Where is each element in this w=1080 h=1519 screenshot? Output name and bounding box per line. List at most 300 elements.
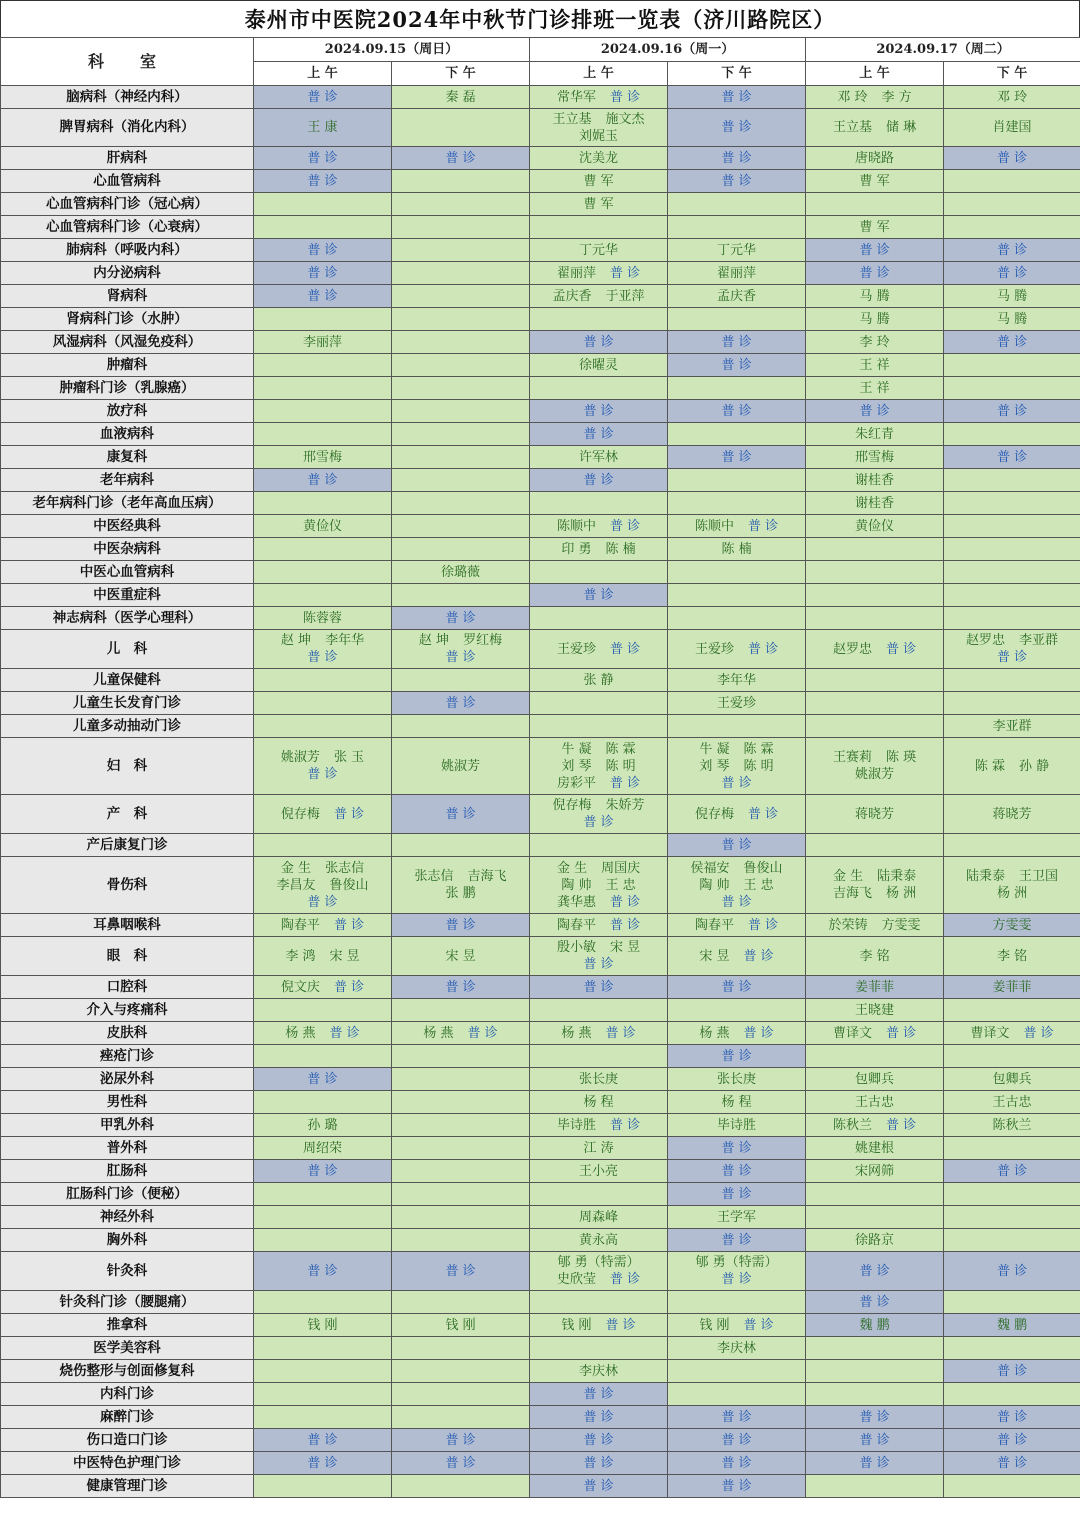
- doctor-entry: 钱 刚: [307, 1317, 338, 1333]
- doctor-entry: 普 诊: [609, 1117, 641, 1133]
- schedule-cell-0915-pm: [392, 976, 530, 999]
- schedule-cell-0915-am: [254, 1314, 392, 1337]
- schedule-cell-0915-pm: [392, 1314, 530, 1337]
- schedule-cell-0917-pm: [944, 354, 1080, 377]
- doctor-entry: 王 忠: [743, 877, 774, 893]
- doctor-entry: 普 诊: [721, 1186, 752, 1202]
- doctor-entry: 吉海飞: [467, 869, 507, 884]
- cell-line: [530, 1094, 667, 1111]
- cell-line: [392, 649, 529, 666]
- cell-line: [944, 334, 1080, 351]
- cell-line: [392, 758, 529, 775]
- doctor-entry: 房彩平: [556, 775, 596, 791]
- schedule-cell-0917-am: [806, 147, 944, 170]
- schedule-cell-0917-pm: [944, 492, 1080, 515]
- doctor-entry: 朱娇芳: [605, 798, 645, 813]
- doctor-entry: 金 生: [556, 860, 588, 876]
- doctor-entry: 宋网筛: [855, 1163, 895, 1179]
- doctor-entry: 钱 刚: [445, 1317, 476, 1333]
- cell-line: [530, 472, 667, 489]
- schedule-cell-0915-pm: [392, 914, 530, 937]
- doctor-entry: 普 诊: [885, 1117, 917, 1133]
- schedule-cell-0917-pm: [944, 1337, 1080, 1360]
- table-row: [1, 1091, 1080, 1114]
- doctor-entry: 倪存梅: [552, 798, 592, 813]
- cell-line: [530, 1455, 667, 1472]
- doctor-entry: 普 诊: [721, 89, 752, 105]
- schedule-cell-0917-am: [806, 1114, 944, 1137]
- schedule-cell-0915-am: [254, 669, 392, 692]
- schedule-cell-0917-pm: [944, 170, 1080, 193]
- schedule-cell-0915-am: [254, 1229, 392, 1252]
- schedule-cell-0916-pm: [668, 1022, 806, 1045]
- dept-name: 中医心血管病科: [1, 561, 254, 584]
- dept-name: 风湿病科（风湿免疫科）: [1, 331, 254, 354]
- schedule-cell-0915-am: [254, 857, 392, 914]
- table-row: [1, 715, 1080, 738]
- cell-line: [254, 472, 391, 489]
- cell-line: [392, 695, 529, 712]
- schedule-cell-0916-am: [530, 630, 668, 669]
- doctor-entry: 周国庆: [601, 860, 641, 876]
- cell-line: [668, 173, 805, 190]
- dept-name: 儿童多动抽动门诊: [1, 715, 254, 738]
- schedule-cell-0916-pm: [668, 561, 806, 584]
- schedule-cell-0915-am: [254, 492, 392, 515]
- schedule-cell-0915-pm: [392, 1183, 530, 1206]
- doctor-entry: 王小亮: [579, 1163, 619, 1179]
- doctor-entry: 普 诊: [583, 1455, 614, 1471]
- table-row: [1, 669, 1080, 692]
- dept-name: 针灸科门诊（腰腿痛）: [1, 1291, 254, 1314]
- doctor-entry: 沈美龙: [579, 150, 619, 166]
- schedule-cell-0915-pm: [392, 834, 530, 857]
- doctor-entry: 姚建根: [855, 1140, 895, 1156]
- doctor-entry: 普 诊: [721, 1163, 752, 1179]
- cell-line: [806, 219, 943, 236]
- cell-line: [806, 1094, 943, 1111]
- doctor-entry: 普 诊: [333, 806, 365, 822]
- schedule-cell-0916-am: [530, 1429, 668, 1452]
- schedule-cell-0916-am: [530, 1045, 668, 1068]
- schedule-cell-0917-pm: [944, 446, 1080, 469]
- doctor-entry: 王古忠: [855, 1094, 895, 1110]
- doctor-entry: 普 诊: [721, 1409, 752, 1425]
- doctor-entry: 王卫国: [1019, 869, 1059, 884]
- schedule-cell-0917-am: [806, 193, 944, 216]
- schedule-cell-0917-pm: [944, 400, 1080, 423]
- doctor-entry: 王 祥: [859, 357, 890, 373]
- doctor-entry: 普 诊: [859, 1432, 890, 1448]
- cell-line: [530, 1232, 667, 1249]
- doctor-entry: 李亚群: [992, 718, 1032, 734]
- table-row: [1, 216, 1080, 239]
- cell-line: [806, 1294, 943, 1311]
- schedule-cell-0915-am: [254, 914, 392, 937]
- table-row: [1, 423, 1080, 446]
- schedule-cell-0915-am: [254, 738, 392, 795]
- cell-line: [254, 806, 391, 823]
- cell-line: [944, 1317, 1080, 1334]
- doctor-entry: 丁元华: [717, 242, 757, 258]
- cell-line: [668, 672, 805, 689]
- dept-name: 脑病科（神经内科）: [1, 86, 254, 109]
- dept-name: 儿童生长发育门诊: [1, 692, 254, 715]
- date-header-0916: 2024.09.16（周一）: [530, 38, 806, 62]
- doctor-entry: 普 诊: [747, 518, 779, 534]
- doctor-entry: 普 诊: [721, 894, 752, 910]
- table-row: [1, 1229, 1080, 1252]
- schedule-cell-0917-pm: [944, 1383, 1080, 1406]
- schedule-cell-0915-pm: [392, 1360, 530, 1383]
- schedule-cell-0916-pm: [668, 515, 806, 538]
- cell-line: [392, 1455, 529, 1472]
- doctor-entry: 普 诊: [445, 917, 476, 933]
- doctor-entry: 金 生: [832, 869, 864, 884]
- schedule-cell-0915-am: [254, 1252, 392, 1291]
- doctor-entry: 姜菲菲: [855, 979, 895, 995]
- table-row: [1, 377, 1080, 400]
- schedule-cell-0916-pm: [668, 1068, 806, 1091]
- schedule-cell-0916-am: [530, 1383, 668, 1406]
- doctor-entry: 曹 军: [583, 173, 614, 189]
- dept-name: 烧伤整形与创面修复科: [1, 1360, 254, 1383]
- doctor-entry: 普 诊: [307, 1432, 338, 1448]
- doctor-entry: 普 诊: [329, 1025, 360, 1041]
- cell-line: [254, 632, 391, 649]
- cell-line: [668, 357, 805, 374]
- schedule-cell-0916-pm: [668, 446, 806, 469]
- schedule-cell-0916-am: [530, 1022, 668, 1045]
- doctor-entry: 普 诊: [445, 150, 476, 166]
- schedule-cell-0917-pm: [944, 239, 1080, 262]
- doctor-entry: 普 诊: [583, 815, 614, 830]
- schedule-cell-0917-am: [806, 1183, 944, 1206]
- cell-line: [254, 1455, 391, 1472]
- schedule-cell-0916-am: [530, 1114, 668, 1137]
- schedule-cell-0915-pm: [392, 1114, 530, 1137]
- doctor-entry: 牛 凝: [561, 741, 592, 757]
- cell-line: [254, 1263, 391, 1280]
- doctor-entry: 普 诊: [445, 1263, 476, 1279]
- cell-line: [254, 89, 391, 106]
- schedule-cell-0916-am: [530, 86, 668, 109]
- doctor-entry: 普 诊: [583, 1386, 614, 1402]
- doctor-entry: 普 诊: [583, 472, 614, 488]
- table-row: [1, 1137, 1080, 1160]
- cell-line: [806, 288, 943, 305]
- doctor-entry: 普 诊: [996, 1363, 1028, 1379]
- doctor-entry: 孟庆香: [552, 288, 592, 304]
- doctor-entry: 普 诊: [996, 403, 1028, 419]
- cell-line: [392, 89, 529, 106]
- schedule-cell-0915-am: [254, 285, 392, 308]
- doctor-entry: 张志信: [325, 860, 365, 876]
- cell-line: [254, 979, 391, 996]
- doctor-entry: 李 方: [881, 89, 912, 105]
- schedule-cell-0916-pm: [668, 1206, 806, 1229]
- cell-line: [944, 806, 1080, 823]
- doctor-entry: 宋 昱: [329, 948, 360, 964]
- schedule-cell-0917-pm: [944, 377, 1080, 400]
- schedule-cell-0916-am: [530, 446, 668, 469]
- schedule-cell-0917-pm: [944, 795, 1080, 834]
- cell-line: [944, 242, 1080, 259]
- cell-line: [530, 1209, 667, 1226]
- cell-line: [806, 641, 943, 658]
- dept-name: 普外科: [1, 1137, 254, 1160]
- doctor-entry: 钱 刚: [561, 1317, 592, 1333]
- schedule-cell-0917-am: [806, 561, 944, 584]
- doctor-entry: 江 涛: [583, 1140, 614, 1156]
- schedule-cell-0915-pm: [392, 1091, 530, 1114]
- schedule-cell-0917-am: [806, 834, 944, 857]
- doctor-entry: 普 诊: [859, 1455, 890, 1471]
- table-row: [1, 538, 1080, 561]
- schedule-cell-0917-pm: [944, 1429, 1080, 1452]
- schedule-cell-0915-pm: [392, 1229, 530, 1252]
- doctor-entry: 普 诊: [609, 917, 641, 933]
- schedule-cell-0916-am: [530, 354, 668, 377]
- dept-name: 中医经典科: [1, 515, 254, 538]
- cell-line: [668, 1340, 805, 1357]
- schedule-cell-0917-am: [806, 1252, 944, 1291]
- cell-line: [530, 196, 667, 213]
- schedule-cell-0916-pm: [668, 914, 806, 937]
- cell-line: [806, 1455, 943, 1472]
- doctor-entry: 毕诗胜: [556, 1117, 596, 1133]
- dept-name: 泌尿外科: [1, 1068, 254, 1091]
- doctor-entry: 张长庚: [579, 1071, 619, 1087]
- schedule-cell-0917-am: [806, 692, 944, 715]
- doctor-entry: 普 诊: [859, 1294, 890, 1310]
- cell-line: [668, 1478, 805, 1495]
- doctor-entry: 普 诊: [743, 1317, 774, 1333]
- schedule-cell-0915-pm: [392, 1137, 530, 1160]
- cell-line: [806, 242, 943, 259]
- table-row: [1, 285, 1080, 308]
- schedule-cell-0915-am: [254, 692, 392, 715]
- schedule-cell-0917-pm: [944, 1475, 1080, 1498]
- cell-line: [668, 242, 805, 259]
- doctor-entry: 张 静: [583, 672, 614, 688]
- schedule-cell-0915-pm: [392, 795, 530, 834]
- schedule-cell-0916-am: [530, 538, 668, 561]
- schedule-cell-0917-am: [806, 914, 944, 937]
- schedule-cell-0916-am: [530, 584, 668, 607]
- doctor-entry: 徐璐薇: [441, 564, 481, 580]
- cell-line: [668, 894, 805, 911]
- doctor-entry: 王晓建: [855, 1002, 895, 1018]
- cell-line: [668, 695, 805, 712]
- dept-name: 产 科: [1, 795, 254, 834]
- doctor-entry: 陈秋兰: [832, 1117, 872, 1133]
- cell-line: [392, 806, 529, 823]
- schedule-cell-0916-pm: [668, 193, 806, 216]
- doctor-entry: 陈 明: [605, 758, 636, 774]
- cell-line: [392, 150, 529, 167]
- cell-line: [944, 649, 1080, 666]
- schedule-cell-0915-am: [254, 795, 392, 834]
- schedule-cell-0917-pm: [944, 308, 1080, 331]
- dept-name: 肛肠科门诊（便秘）: [1, 1183, 254, 1206]
- cell-line: [806, 948, 943, 965]
- doctor-entry: 马 腾: [996, 311, 1028, 327]
- doctor-entry: 普 诊: [721, 1432, 752, 1448]
- cell-line: [806, 1163, 943, 1180]
- cell-line: [944, 1363, 1080, 1380]
- doctor-entry: 普 诊: [721, 1478, 752, 1494]
- table-row: [1, 308, 1080, 331]
- cell-line: [806, 495, 943, 512]
- cell-line: [530, 242, 667, 259]
- doctor-entry: 张长庚: [717, 1071, 757, 1087]
- schedule-cell-0915-am: [254, 1475, 392, 1498]
- doctor-entry: 普 诊: [721, 403, 752, 419]
- doctor-entry: 于亚萍: [605, 288, 645, 304]
- doctor-entry: 方雯雯: [992, 917, 1032, 933]
- schedule-cell-0916-pm: [668, 1452, 806, 1475]
- schedule-cell-0917-pm: [944, 331, 1080, 354]
- schedule-cell-0916-pm: [668, 1160, 806, 1183]
- table-row: [1, 1360, 1080, 1383]
- doctor-entry: 倪文庆: [280, 979, 320, 995]
- cell-line: [944, 917, 1080, 934]
- cell-line: [944, 311, 1080, 328]
- cell-line: [668, 1025, 805, 1042]
- schedule-cell-0916-pm: [668, 86, 806, 109]
- schedule-cell-0915-am: [254, 561, 392, 584]
- schedule-cell-0916-am: [530, 999, 668, 1022]
- table-row: [1, 1160, 1080, 1183]
- schedule-cell-0917-pm: [944, 147, 1080, 170]
- table-row: [1, 834, 1080, 857]
- cell-line: [668, 1317, 805, 1334]
- doctor-entry: 魏 鹏: [996, 1317, 1028, 1333]
- cell-line: [530, 1432, 667, 1449]
- schedule-cell-0916-pm: [668, 692, 806, 715]
- doctor-entry: 普 诊: [467, 1025, 498, 1041]
- doctor-entry: 普 诊: [996, 334, 1028, 350]
- schedule-cell-0915-am: [254, 262, 392, 285]
- doctor-entry: 方雯雯: [881, 917, 921, 933]
- schedule-cell-0917-am: [806, 538, 944, 561]
- schedule-cell-0916-pm: [668, 216, 806, 239]
- cell-line: [530, 1140, 667, 1157]
- schedule-cell-0916-pm: [668, 976, 806, 999]
- dept-name: 中医特色护理门诊: [1, 1452, 254, 1475]
- cell-line: [530, 173, 667, 190]
- schedule-cell-0917-pm: [944, 561, 1080, 584]
- schedule-cell-0916-pm: [668, 937, 806, 976]
- dept-name: 肾病科门诊（水肿）: [1, 308, 254, 331]
- schedule-cell-0916-am: [530, 857, 668, 914]
- schedule-cell-0917-pm: [944, 193, 1080, 216]
- doctor-entry: 普 诊: [747, 917, 779, 933]
- doctor-entry: 肖建国: [992, 120, 1032, 135]
- schedule-cell-0915-pm: [392, 86, 530, 109]
- schedule-cell-0915-am: [254, 607, 392, 630]
- schedule-cell-0915-am: [254, 937, 392, 976]
- cell-line: [254, 119, 391, 136]
- cell-line: [530, 672, 667, 689]
- schedule-cell-0915-am: [254, 834, 392, 857]
- schedule-cell-0916-pm: [668, 607, 806, 630]
- schedule-cell-0915-pm: [392, 561, 530, 584]
- cell-line: [530, 1386, 667, 1403]
- table-row: [1, 331, 1080, 354]
- cell-line: [944, 119, 1080, 136]
- schedule-cell-0917-am: [806, 715, 944, 738]
- table-row: [1, 1406, 1080, 1429]
- doctor-entry: 侯福安: [690, 860, 730, 876]
- cell-line: [530, 877, 667, 894]
- doctor-entry: 普 诊: [721, 334, 752, 350]
- doctor-entry: 曹 军: [583, 196, 614, 212]
- schedule-cell-0916-am: [530, 1314, 668, 1337]
- cell-line: [806, 426, 943, 443]
- cell-line: [806, 979, 943, 996]
- cell-line: [944, 288, 1080, 305]
- schedule-cell-0917-am: [806, 170, 944, 193]
- schedule-cell-0915-pm: [392, 423, 530, 446]
- schedule-cell-0915-pm: [392, 147, 530, 170]
- table-row: [1, 86, 1080, 109]
- doctor-entry: 李 鸿: [285, 948, 316, 964]
- schedule-cell-0915-am: [254, 377, 392, 400]
- date-header-0917: 2024.09.17（周二）: [806, 38, 1080, 62]
- cell-line: [944, 718, 1080, 735]
- doctor-entry: 普 诊: [583, 979, 614, 995]
- doctor-entry: 龚华惠: [556, 894, 596, 910]
- schedule-cell-0916-am: [530, 469, 668, 492]
- doctor-entry: 曹译文: [832, 1025, 872, 1041]
- schedule-cell-0917-pm: [944, 1452, 1080, 1475]
- schedule-cell-0917-am: [806, 109, 944, 147]
- doctor-entry: 邓 玲: [837, 89, 868, 105]
- schedule-cell-0917-am: [806, 469, 944, 492]
- doctor-entry: 谢桂香: [855, 495, 895, 511]
- cell-line: [668, 403, 805, 420]
- schedule-cell-0916-am: [530, 937, 668, 976]
- cell-line: [944, 1455, 1080, 1472]
- dept-name: 胸外科: [1, 1229, 254, 1252]
- cell-line: [806, 89, 943, 106]
- schedule-cell-0917-am: [806, 1383, 944, 1406]
- dept-name: 介入与疼痛科: [1, 999, 254, 1022]
- schedule-cell-0915-am: [254, 1406, 392, 1429]
- schedule-body: [1, 86, 1080, 1498]
- cell-line: [806, 917, 943, 934]
- schedule-cell-0917-pm: [944, 857, 1080, 914]
- cell-line: [806, 380, 943, 397]
- schedule-cell-0915-am: [254, 1068, 392, 1091]
- schedule-cell-0917-am: [806, 1068, 944, 1091]
- doctor-entry: 普 诊: [996, 1263, 1028, 1279]
- schedule-cell-0917-pm: [944, 262, 1080, 285]
- am-header: 上 午: [530, 62, 668, 86]
- schedule-cell-0916-pm: [668, 1252, 806, 1291]
- doctor-entry: 李 玲: [859, 334, 890, 350]
- doctor-entry: 宋 昱: [699, 948, 730, 964]
- cell-line: [254, 334, 391, 351]
- schedule-cell-0915-am: [254, 446, 392, 469]
- schedule-cell-0915-pm: [392, 715, 530, 738]
- dept-name: 肿瘤科门诊（乳腺癌）: [1, 377, 254, 400]
- schedule-cell-0917-pm: [944, 469, 1080, 492]
- doctor-entry: 李年华: [717, 672, 757, 688]
- doctor-entry: 罗红梅: [463, 633, 503, 648]
